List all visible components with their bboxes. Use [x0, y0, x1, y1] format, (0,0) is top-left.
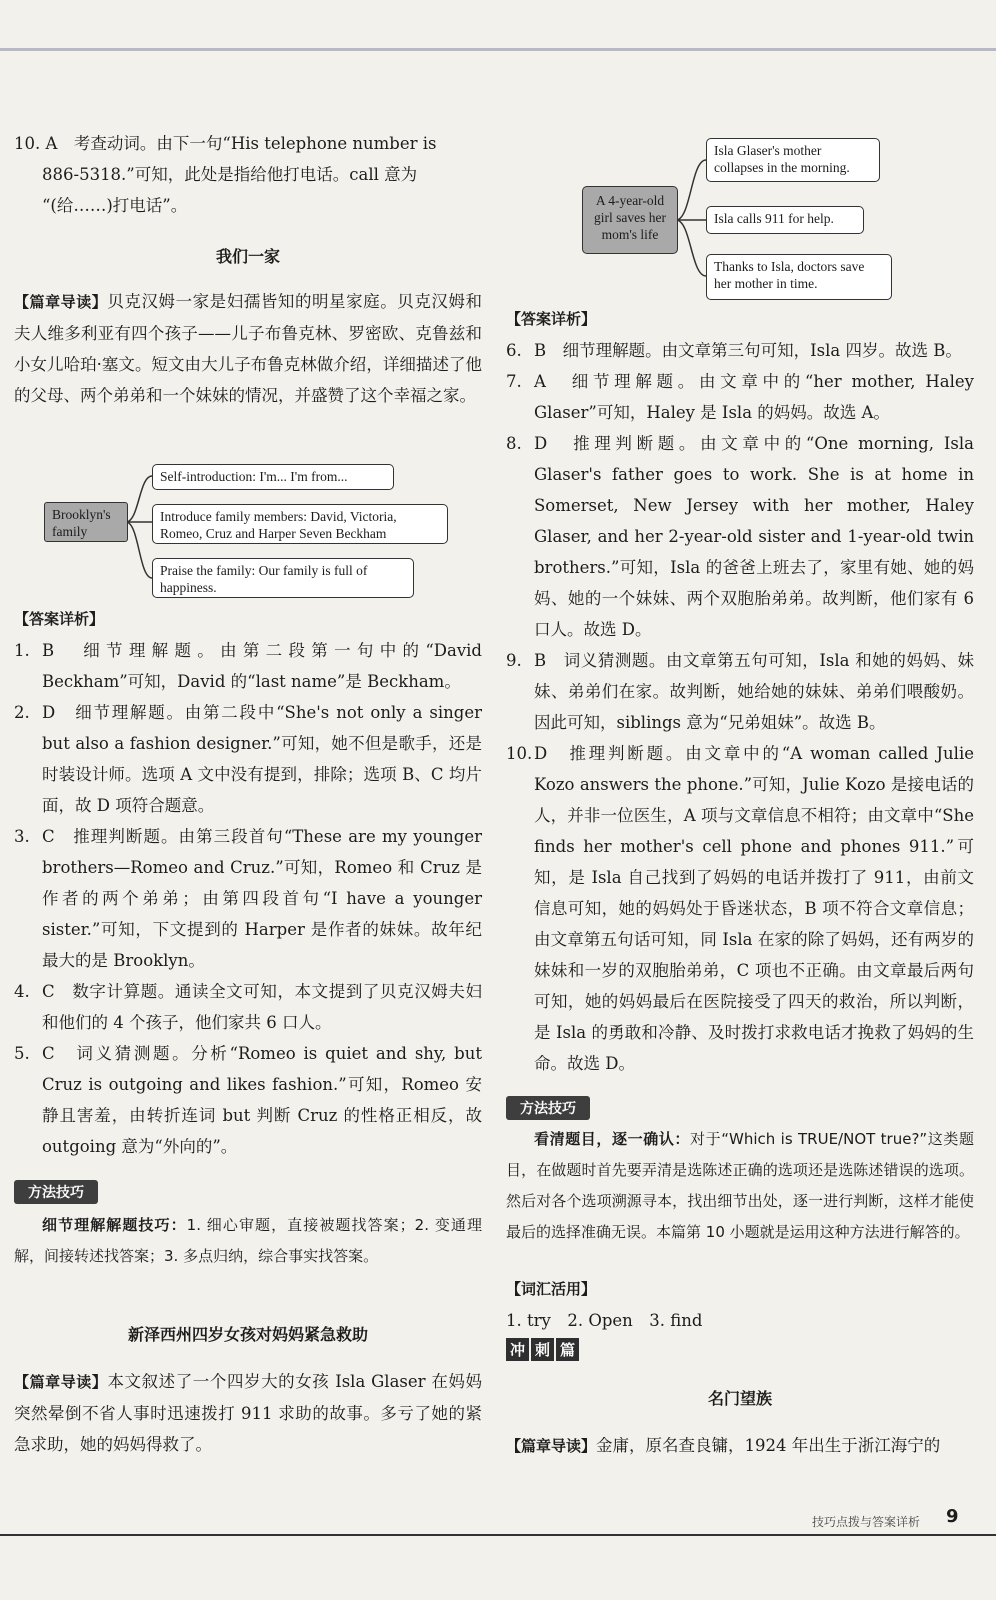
- intro-3: 【篇章导读】金庸，原名查良镛，1924 年出生于浙江海宁的: [506, 1436, 941, 1455]
- mind-map-1: [14, 456, 482, 606]
- answer-item: 8. D 推理判断题。由文章中的“One morning, Isla Glaser's father goes to work. She is at home in Somerset, New Jersey with her mother, Haley Glaser, and her 2-year-old sister and 1-year-old twin brothers.”可知，Isla 的爸爸上班去了，家里有她、她的妈妈、她的一个妹妹、两个双胞胎弟弟。故判断，他们家有 6 口人。故选 D。: [506, 434, 974, 639]
- answers-2: [506, 304, 974, 1079]
- bottom-rule: [0, 1534, 996, 1536]
- method-tip-1: 细节理解解题技巧：1. 细心审题，直接被题找答案；2. 变通理解，间接转述找答案；3. 多点归纳，综合事实找答案。: [14, 1216, 482, 1265]
- mind-map-2-branch-2: Isla calls 911 for help.: [706, 206, 864, 234]
- intro-1: 【篇章导读】贝克汉姆一家是妇孺皆知的明星家庭。贝克汉姆和夫人维多利亚有四个孩子——儿子布鲁克林、罗密欧、克鲁兹和小女儿哈珀·塞文。短文由大儿子布鲁克林做介绍，详细描述了他的父母、两个弟弟和一个妹妹的情况，并盛赞了这个幸福之家。: [14, 292, 482, 405]
- answer-item: 9. B 词义猜测题。由文章第五句可知，Isla 和她的妈妈、妹妹、弟弟们在家。故判断，她给她的妹妹、弟弟们喂酸奶。因此可知，siblings 意为“兄弟姐妹”。故选 B。: [506, 651, 974, 732]
- intro-2: 【篇章导读】本文叙述了一个四岁大的女孩 Isla Glaser 在妈妈突然晕倒不省人事时迅速拨打 911 求助的故事。多亏了她的紧急求助，她的妈妈得救了。: [14, 1372, 482, 1454]
- answer-item: 6. B 细节理解题。由文章第三句可知，Isla 四岁。故选 B。: [506, 341, 962, 360]
- q10-answer: 10. A 考查动词。由下一句“His telephone number is 886-5318.”可知，此处是指给他打电话。call 意为 “(给……)打电话”。: [14, 134, 437, 215]
- answer-item: 3. C 推理判断题。由第三段首句“These are my younger brothers—Romeo and Cruz.”可知，Romeo 和 Cruz 是作者的两个弟弟；由第四段首句“I have a younger sister.”可知，下文提到的 Harper 是作者的妹妹。故年纪最大的是 Brooklyn。: [14, 827, 482, 970]
- answer-item: 2. D 细节理解题。由第二段中“She's not only a singer but also a fashion designer.”可知，她不但是歌手，还是时装设计师。选项 A 文中没有提到，排除；选项 B、C 均片面，故 D 项符合题意。: [14, 703, 482, 815]
- article-title-2: 新泽西州四岁女孩对妈妈紧急救助: [127, 1325, 368, 1344]
- answers-1: [14, 604, 482, 1162]
- answers-1-heading: 【答案详析】: [14, 610, 105, 628]
- answer-item: 1. B 细节理解题。由第二段第一句中的“David Beckham”可知，David 的“last name”是 Beckham。: [14, 641, 482, 691]
- answers-2-heading: 【答案详析】: [506, 310, 597, 328]
- method-tip-badge-2: 方法技巧: [506, 1096, 590, 1120]
- vocab-answers: 1. try 2. Open 3. find: [506, 1311, 703, 1330]
- top-rule: [0, 48, 996, 51]
- answer-item: 10. D 推理判断题。由文章中的“A woman called Julie Kozo answers the phone.”可知，Julie Kozo 是接电话的人，并非一位医生，A 项与文章信息不相符；由文章中“She finds her mother's cell phone and phones 911.”可知，是 Isla 自己找到了妈妈的电话并拨打了 911，由前文信息可知，她的妈妈处于昏迷状态，B 项不符合文章信息；由文章第五句话可知，同 Isla 在家的除了妈妈，还有两岁的妹妹和一岁的双胞胎弟弟，C 项也不正确。由文章最后两句可知，她的妈妈最后在医院接受了四天的救治，所以判断，是 Isla 的勇敢和冷静、及时拨打求救电话才挽救了妈妈的生命。故选 D。: [506, 744, 974, 1073]
- mind-map-1-hub: Brooklyn's family: [44, 502, 128, 542]
- mind-map-2-branch-1: Isla Glaser's mother collapses in the morning.: [706, 138, 880, 182]
- sprint-section-badge: 冲 刺 篇: [506, 1338, 579, 1361]
- page-number: 9: [946, 1506, 959, 1527]
- mind-map-1-branch-1: Self-introduction: I'm... I'm from...: [152, 464, 394, 490]
- vocab-section: [506, 1274, 974, 1336]
- article-title-1: 我们一家: [215, 247, 280, 266]
- mind-map-1-branch-3: Praise the family: Our family is full of happiness.: [152, 558, 414, 598]
- answer-item: 4. C 数字计算题。通读全文可知，本文提到了贝克汉姆夫妇和他们的 4 个孩子，他们家共 6 口人。: [14, 982, 482, 1032]
- mind-map-1-branch-2: Introduce family members: David, Victoria, Romeo, Cruz and Harper Seven Beckham: [152, 504, 448, 544]
- method-tip-2: 看清题目，逐一确认：对于“Which is TRUE/NOT true?”这类题目，在做题时首先要弄清是选陈述正确的选项还是选陈述错误的选项。然后对各个选项溯源寻本，找出细节出处，逐一进行判断，这样才能使最后的选择准确无误。本篇第 10 小题就是运用这种方法进行解答的。: [506, 1130, 974, 1241]
- answer-item: 5. C 词义猜测题。分析“Romeo is quiet and shy, but Cruz is outgoing and likes fashion.”可知，Romeo 安静且害羞，由转折连词 but 判断 Cruz 的性格正相反，故 outgoing 意为“外向的”。: [14, 1044, 482, 1156]
- answer-item: 7. A 细节理解题。由文章中的“her mother, Haley Glaser”可知，Haley 是 Isla 的妈妈。故选 A。: [506, 372, 974, 422]
- method-tip-badge-1: 方法技巧: [14, 1180, 98, 1204]
- mind-map-2-branch-3: Thanks to Isla, doctors save her mother in time.: [706, 254, 892, 300]
- vocab-heading: 【词汇活用】: [506, 1280, 597, 1298]
- mind-map-2: [506, 134, 974, 306]
- article-title-3: 名门望族: [707, 1389, 772, 1408]
- footer-text: 技巧点拨与答案详析: [812, 1515, 921, 1529]
- mind-map-2-hub: A 4-year-old girl saves her mom's life: [582, 186, 678, 254]
